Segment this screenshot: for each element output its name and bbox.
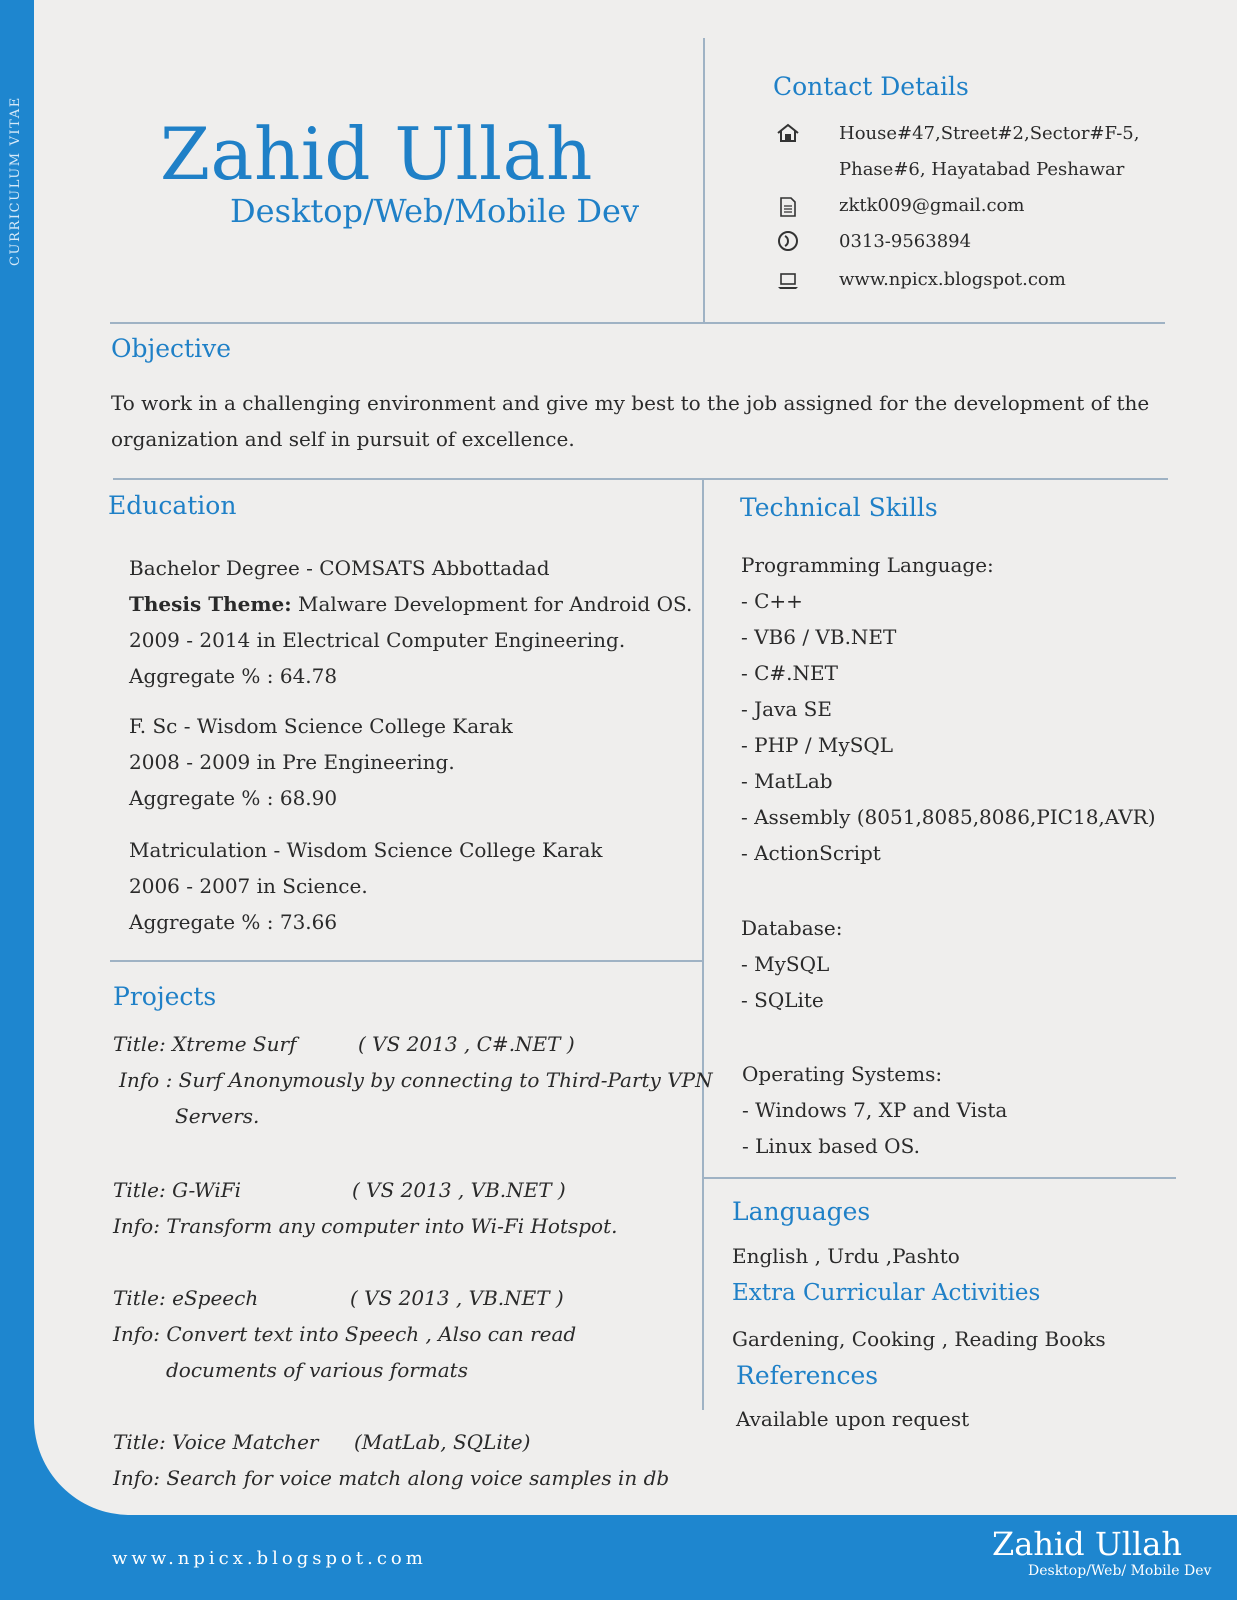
footer-url[interactable]: www.npicx.blogspot.com bbox=[112, 1548, 427, 1569]
project-title: Title: eSpeech bbox=[113, 1286, 259, 1310]
education-heading: Education bbox=[108, 491, 237, 520]
programming-list bbox=[741, 583, 1156, 871]
person-name: Zahid Ullah bbox=[160, 112, 593, 196]
languages-text: English , Urdu ,Pashto bbox=[732, 1244, 960, 1268]
extra-heading: Extra Curricular Activities bbox=[732, 1280, 1041, 1306]
project-tech: ( VS 2013 , VB.NET ) bbox=[350, 1286, 564, 1310]
education-bottom-divider bbox=[110, 960, 703, 962]
os-item: - Linux based OS. bbox=[742, 1134, 920, 1158]
database-label: Database: bbox=[741, 916, 843, 940]
references-text: Available upon request bbox=[736, 1407, 970, 1431]
house-icon bbox=[776, 122, 800, 144]
laptop-icon bbox=[776, 270, 800, 292]
os-item: - Windows 7, XP and Vista bbox=[742, 1098, 1008, 1122]
project-info: Info : Surf Anonymously by connecting to Third-Party VPN bbox=[119, 1068, 713, 1092]
thesis-label: Thesis Theme: bbox=[129, 592, 292, 616]
skills-heading: Technical Skills bbox=[740, 493, 938, 522]
skill-item: - Assembly (8051,8085,8086,PIC18,AVR) bbox=[741, 805, 1156, 829]
database-item: - MySQL bbox=[741, 952, 830, 976]
project-info: Info: Transform any computer into Wi-Fi Hotspot. bbox=[113, 1214, 618, 1238]
contact-heading: Contact Details bbox=[773, 72, 969, 101]
edu-fsc-line1: F. Sc - Wisdom Science College Karak bbox=[129, 714, 513, 738]
os-label: Operating Systems: bbox=[742, 1062, 943, 1086]
project-info-cont: Servers. bbox=[175, 1104, 260, 1128]
skill-item: - C++ bbox=[741, 589, 803, 613]
objective-line1: To work in a challenging environment and give my best to the job assigned for the development of the bbox=[111, 391, 1150, 415]
skills-bottom-divider bbox=[703, 1177, 1176, 1179]
header-vertical-divider bbox=[703, 38, 705, 322]
thesis-text: Malware Development for Android OS. bbox=[291, 592, 693, 616]
phone-icon bbox=[776, 230, 800, 252]
header-bottom-divider bbox=[110, 322, 1165, 324]
document-icon bbox=[776, 196, 800, 218]
contact-email[interactable]: zktk009@gmail.com bbox=[839, 195, 1025, 216]
edu-fsc-line3: Aggregate % : 68.90 bbox=[129, 786, 338, 810]
address-line1: House#47,Street#2,Sector#F-5, bbox=[839, 123, 1140, 144]
project-info: Info: Convert text into Speech , Also can read bbox=[113, 1322, 577, 1346]
address-line2: Phase#6, Hayatabad Peshawar bbox=[839, 159, 1125, 180]
main-vertical-divider bbox=[702, 480, 704, 1410]
project-tech: ( VS 2013 , VB.NET ) bbox=[352, 1178, 566, 1202]
edu-fsc-line2: 2008 - 2009 in Pre Engineering. bbox=[129, 750, 455, 774]
database-list bbox=[741, 946, 829, 1018]
contact-phone: 0313-9563894 bbox=[839, 231, 972, 252]
footer-role: Desktop/Web/ Mobile Dev bbox=[1028, 1563, 1212, 1579]
footer-name: Zahid Ullah bbox=[992, 1525, 1182, 1563]
languages-heading: Languages bbox=[732, 1197, 871, 1226]
programming-label: Programming Language: bbox=[741, 553, 994, 577]
references-heading: References bbox=[736, 1361, 879, 1390]
edu-bachelor-thesis bbox=[129, 586, 692, 622]
skill-item: - ActionScript bbox=[741, 841, 881, 865]
skill-item: - Java SE bbox=[741, 697, 832, 721]
edu-bachelor-line1: Bachelor Degree - COMSATS Abbottadad bbox=[129, 556, 550, 580]
project-tech: ( VS 2013 , C#.NET ) bbox=[358, 1032, 575, 1056]
project-info-cont: documents of various formats bbox=[166, 1358, 468, 1382]
skill-item: - C#.NET bbox=[741, 661, 838, 685]
database-item: - SQLite bbox=[741, 988, 824, 1012]
edu-matric-line2: 2006 - 2007 in Science. bbox=[129, 874, 368, 898]
project-info: Info: Search for voice match along voice samples in db bbox=[113, 1466, 670, 1490]
skill-item: - VB6 / VB.NET bbox=[741, 625, 897, 649]
project-title: Title: Voice Matcher bbox=[113, 1430, 319, 1454]
contact-website[interactable]: www.npicx.blogspot.com bbox=[839, 269, 1066, 290]
extra-text: Gardening, Cooking , Reading Books bbox=[732, 1327, 1106, 1351]
objective-heading: Objective bbox=[111, 334, 232, 363]
skill-item: - PHP / MySQL bbox=[741, 733, 894, 757]
edu-matric-line3: Aggregate % : 73.66 bbox=[129, 910, 338, 934]
project-title: Title: Xtreme Surf bbox=[113, 1032, 297, 1056]
os-list bbox=[742, 1092, 1007, 1164]
projects-heading: Projects bbox=[113, 982, 217, 1011]
objective-line2: organization and self in pursuit of excellence. bbox=[111, 427, 575, 451]
project-title: Title: G-WiFi bbox=[113, 1178, 241, 1202]
project-tech: (MatLab, SQLite) bbox=[354, 1430, 531, 1454]
person-role: Desktop/Web/Mobile Dev bbox=[230, 192, 640, 230]
side-label: CURRICULUM VITAE bbox=[8, 96, 23, 266]
edu-bachelor-line4: Aggregate % : 64.78 bbox=[129, 664, 338, 688]
objective-bottom-divider bbox=[113, 478, 1168, 480]
edu-bachelor-line3: 2009 - 2014 in Electrical Computer Engineering. bbox=[129, 628, 626, 652]
edu-matric-line1: Matriculation - Wisdom Science College Karak bbox=[129, 838, 603, 862]
skill-item: - MatLab bbox=[741, 769, 833, 793]
